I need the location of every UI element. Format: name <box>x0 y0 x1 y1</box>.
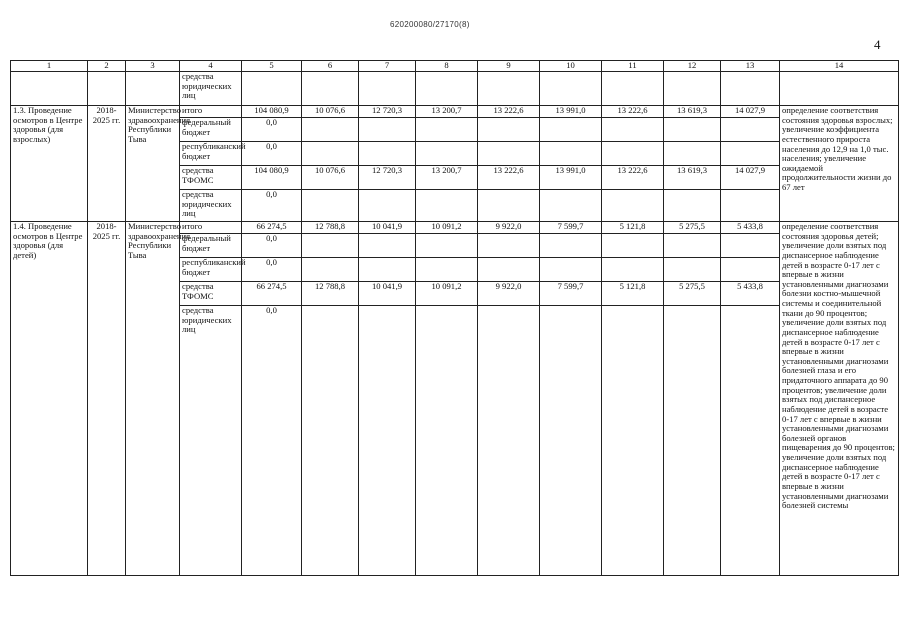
section-name-cell: 1.3. Проведение осмотров в Центре здоровья (для взрослых) <box>11 106 88 222</box>
value-cell: 13 222,6 <box>478 106 540 118</box>
empty-cell <box>721 118 780 142</box>
empty-cell <box>664 258 721 282</box>
program-table <box>10 60 899 576</box>
header-cell: 13 <box>721 61 780 72</box>
empty-cell <box>302 306 359 576</box>
value-cell: 12 720,3 <box>359 166 416 190</box>
empty-cell <box>416 72 478 106</box>
header-cell: 7 <box>359 61 416 72</box>
source-cell: средства юридических лиц <box>180 306 242 576</box>
header-cell: 11 <box>602 61 664 72</box>
header-cell: 6 <box>302 61 359 72</box>
value-cell: 0,0 <box>242 234 302 258</box>
empty-cell <box>721 142 780 166</box>
empty-cell <box>242 72 302 106</box>
value-cell: 13 200,7 <box>416 106 478 118</box>
empty-cell <box>721 190 780 222</box>
document-id: 620200080/27170(8) <box>390 20 470 29</box>
empty-cell <box>416 118 478 142</box>
header-cell: 8 <box>416 61 478 72</box>
value-cell: 10 041,9 <box>359 222 416 234</box>
empty-cell <box>664 306 721 576</box>
empty-cell <box>664 142 721 166</box>
executor-cell: Министерство здравоохранения Республики Тыва <box>126 106 180 222</box>
header-cell: 12 <box>664 61 721 72</box>
value-cell: 10 076,6 <box>302 106 359 118</box>
page-number: 4 <box>874 37 881 52</box>
value-cell: 10 091,2 <box>416 222 478 234</box>
empty-cell <box>359 234 416 258</box>
empty-cell <box>416 306 478 576</box>
empty-cell <box>302 118 359 142</box>
period-cell: 2018-2025 гг. <box>88 106 126 222</box>
value-cell: 13 222,6 <box>602 106 664 118</box>
header-row <box>11 61 899 72</box>
value-cell: 66 274,5 <box>242 222 302 234</box>
value-cell: 0,0 <box>242 258 302 282</box>
value-cell: 9 922,0 <box>478 282 540 306</box>
empty-cell <box>478 190 540 222</box>
empty-cell <box>602 142 664 166</box>
empty-cell <box>359 72 416 106</box>
empty-cell <box>602 72 664 106</box>
period-cell: 2018-2025 гг. <box>88 222 126 576</box>
empty-cell <box>664 118 721 142</box>
header-cell: 2 <box>88 61 126 72</box>
empty-cell <box>416 234 478 258</box>
value-cell: 104 080,9 <box>242 106 302 118</box>
empty-cell <box>664 234 721 258</box>
value-cell: 13 619,3 <box>664 106 721 118</box>
empty-cell <box>602 306 664 576</box>
value-cell: 5 433,8 <box>721 282 780 306</box>
empty-cell <box>602 118 664 142</box>
source-cell: средства ТФОМС <box>180 166 242 190</box>
value-cell: 10 041,9 <box>359 282 416 306</box>
empty-cell <box>540 306 602 576</box>
value-cell: 66 274,5 <box>242 282 302 306</box>
source-cell: республиканский бюджет <box>180 258 242 282</box>
executor-cell: Министерство здравоохранения Республики Тыва <box>126 222 180 576</box>
result-cell: определение соответствия состояния здоровья взрослых; увеличение коэффициента естественного прироста населения до 12,9 на 1,0 тыс. населения; увеличение ожидаемой продолжительности жизни до 67 лет <box>780 106 899 222</box>
empty-cell <box>359 190 416 222</box>
empty-cell <box>302 142 359 166</box>
value-cell: 5 433,8 <box>721 222 780 234</box>
value-cell: 5 275,5 <box>664 222 721 234</box>
value-cell: 10 091,2 <box>416 282 478 306</box>
empty-cell <box>478 258 540 282</box>
empty-cell <box>540 258 602 282</box>
source-cell: средства юридических лиц <box>180 190 242 222</box>
empty-cell <box>478 306 540 576</box>
empty-cell <box>602 258 664 282</box>
empty-cell <box>416 142 478 166</box>
value-cell: 5 121,8 <box>602 222 664 234</box>
value-cell: 13 991,0 <box>540 106 602 118</box>
value-cell: 12 788,8 <box>302 222 359 234</box>
value-cell: 12 720,3 <box>359 106 416 118</box>
empty-cell <box>540 190 602 222</box>
section-name-cell: 1.4. Проведение осмотров в Центре здоровья (для детей) <box>11 222 88 576</box>
value-cell: 14 027,9 <box>721 106 780 118</box>
empty-cell <box>478 72 540 106</box>
empty-cell <box>721 258 780 282</box>
header-cell: 14 <box>780 61 899 72</box>
source-cell: федеральный бюджет <box>180 234 242 258</box>
empty-cell <box>602 234 664 258</box>
carryover-row <box>11 72 899 106</box>
value-cell: 12 788,8 <box>302 282 359 306</box>
section-2-row <box>11 222 899 234</box>
empty-cell <box>88 72 126 106</box>
value-cell: 13 200,7 <box>416 166 478 190</box>
empty-cell <box>721 234 780 258</box>
value-cell: 0,0 <box>242 190 302 222</box>
empty-cell <box>602 190 664 222</box>
empty-cell <box>11 72 88 106</box>
value-cell: 10 076,6 <box>302 166 359 190</box>
value-cell: 7 599,7 <box>540 222 602 234</box>
source-cell: средства ТФОМС <box>180 282 242 306</box>
empty-cell <box>540 142 602 166</box>
empty-cell <box>780 72 899 106</box>
value-cell: 0,0 <box>242 306 302 576</box>
empty-cell <box>302 258 359 282</box>
empty-cell <box>302 72 359 106</box>
value-cell: 13 991,0 <box>540 166 602 190</box>
empty-cell <box>359 142 416 166</box>
empty-cell <box>664 190 721 222</box>
empty-cell <box>302 190 359 222</box>
empty-cell <box>302 234 359 258</box>
value-cell: 5 121,8 <box>602 282 664 306</box>
value-cell: 9 922,0 <box>478 222 540 234</box>
empty-cell <box>540 72 602 106</box>
empty-cell <box>416 258 478 282</box>
table-body <box>11 61 899 576</box>
header-cell: 5 <box>242 61 302 72</box>
value-cell: 13 222,6 <box>478 166 540 190</box>
empty-cell <box>359 306 416 576</box>
empty-cell <box>359 258 416 282</box>
source-cell: республиканский бюджет <box>180 142 242 166</box>
source-cell: средства юридических лиц <box>180 72 242 106</box>
result-cell: определение соответствия состояния здоровья детей; увеличение доли взятых под диспансерное наблюдение детей в возрасте 0-17 лет с впервые в жизни установленными диагнозами болезни костно-мышечной системы и соединительной ткани до 90 процентов; увеличение доли взятых под диспансерное наблюдение детей в возрасте 0-17 лет с впервые в жизни установленными диагнозами болезней глаза и его придаточного аппарата до 90 процентов; увеличение доли взятых под диспансерное наблюдение детей в возрасте 0-17 лет с впервые в жизни установленными диагнозами болезней органов пищеварения до 90 процентов; увеличение доли взятых под диспансерное наблюдение детей в возрасте 0-17 лет с впервые в жизни установленными диагнозами болезней системы <box>780 222 899 576</box>
header-cell: 9 <box>478 61 540 72</box>
header-cell: 10 <box>540 61 602 72</box>
value-cell: 7 599,7 <box>540 282 602 306</box>
value-cell: 0,0 <box>242 118 302 142</box>
empty-cell <box>478 234 540 258</box>
empty-cell <box>540 234 602 258</box>
empty-cell <box>126 72 180 106</box>
header-cell: 3 <box>126 61 180 72</box>
empty-cell <box>478 142 540 166</box>
value-cell: 13 222,6 <box>602 166 664 190</box>
value-cell: 13 619,3 <box>664 166 721 190</box>
source-cell: федеральный бюджет <box>180 118 242 142</box>
empty-cell <box>664 72 721 106</box>
source-cell: итого <box>180 106 242 118</box>
value-cell: 0,0 <box>242 142 302 166</box>
value-cell: 104 080,9 <box>242 166 302 190</box>
header-cell: 1 <box>11 61 88 72</box>
empty-cell <box>540 118 602 142</box>
source-cell: итого <box>180 222 242 234</box>
empty-cell <box>721 306 780 576</box>
empty-cell <box>721 72 780 106</box>
value-cell: 14 027,9 <box>721 166 780 190</box>
value-cell: 5 275,5 <box>664 282 721 306</box>
section-1-row <box>11 106 899 118</box>
empty-cell <box>416 190 478 222</box>
header-cell: 4 <box>180 61 242 72</box>
empty-cell <box>478 118 540 142</box>
empty-cell <box>359 118 416 142</box>
